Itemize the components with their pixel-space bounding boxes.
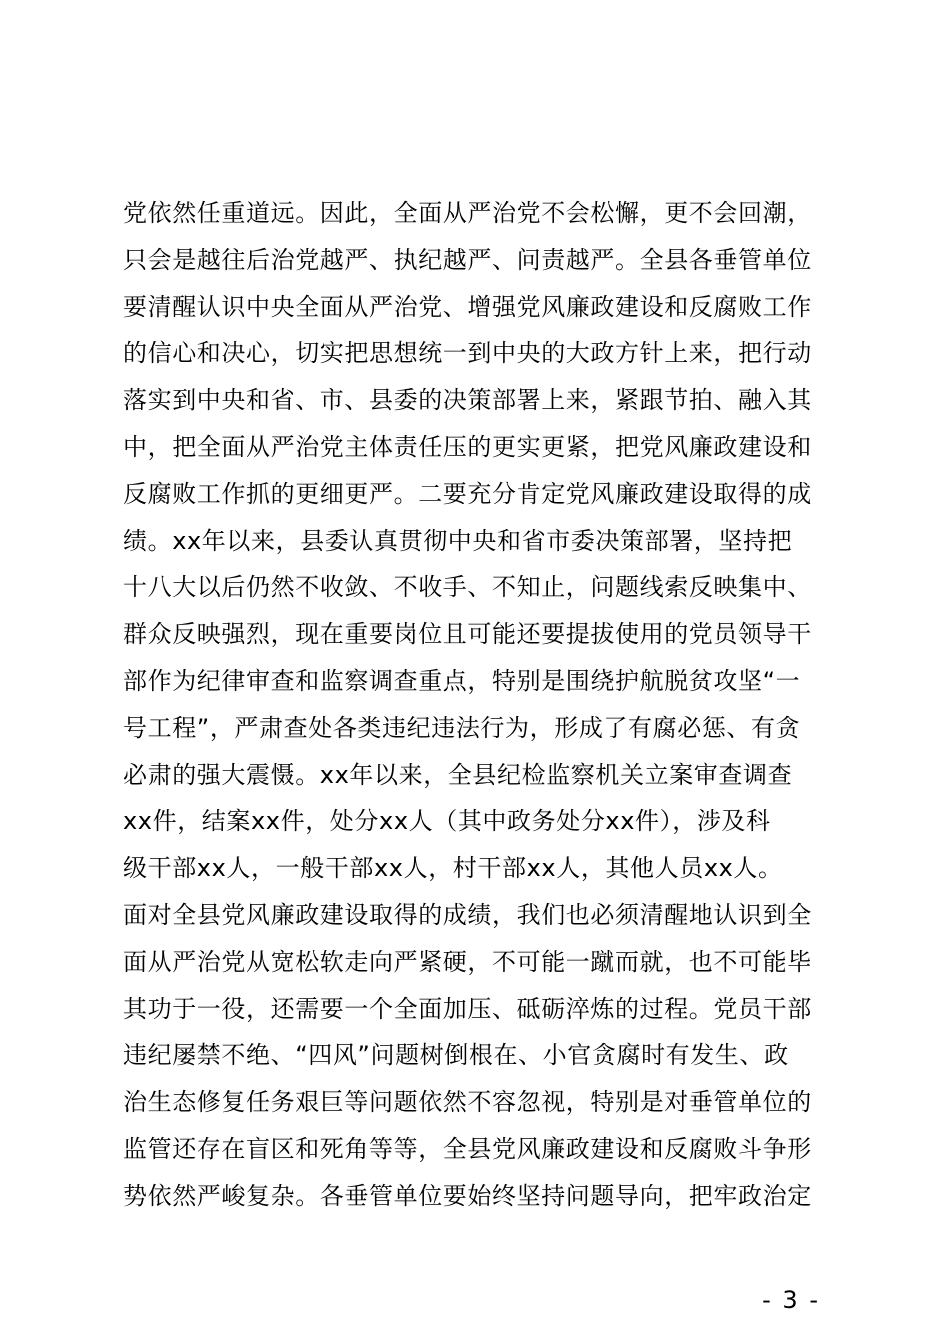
page-number: - 3 - bbox=[762, 1286, 820, 1314]
text-line: 落实到中央和省、市、县委的决策部署上来，紧跟节拍、融入其 bbox=[123, 386, 812, 415]
text-line: 级干部xx人，一般干部xx人，村干部xx人，其他人员xx人。 bbox=[123, 854, 783, 883]
text-line: 群众反映强烈，现在重要岗位且可能还要提拔使用的党员领导干 bbox=[123, 620, 812, 649]
text-line: 要清醒认识中央全面从严治党、增强党风廉政建设和反腐败工作 bbox=[123, 292, 812, 321]
text-line: 反腐败工作抓的更细更严。二要充分肯定党风廉政建设取得的成 bbox=[123, 479, 812, 508]
text-line: 绩。xx年以来，县委认真贯彻中央和省市委决策部署，坚持把 bbox=[123, 526, 793, 555]
text-line: 部作为纪律审查和监察调查重点，特别是围绕护航脱贫攻坚“一 bbox=[123, 666, 801, 695]
text-line: 党依然任重道远。因此，全面从严治党不会松懈，更不会回潮， bbox=[123, 199, 812, 227]
text-line: 监管还存在盲区和死角等等，全县党风廉政建设和反腐败斗争形 bbox=[123, 1134, 812, 1163]
text-line: 中，把全面从严治党主体责任压的更实更紧，把党风廉政建设和 bbox=[123, 432, 812, 461]
text-line: 十八大以后仍然不收敛、不收手、不知止，问题线索反映集中、 bbox=[123, 573, 812, 602]
text-line: 必肃的强大震慑。xx年以来，全县纪检监察机关立案审查调查 bbox=[123, 760, 793, 789]
text-line: xx件，结案xx件，处分xx人（其中政务处分xx件），涉及科 bbox=[123, 807, 771, 836]
text-line: 的信心和决心，切实把思想统一到中央的大政方针上来，把行动 bbox=[123, 339, 812, 368]
text-line: 势依然严峻复杂。各垂管单位要始终坚持问题导向，把牢政治定 bbox=[123, 1181, 812, 1210]
body-paragraph bbox=[123, 190, 833, 1220]
text-line: 其功于一役，还需要一个全面加压、砥砺淬炼的过程。党员干部 bbox=[123, 994, 812, 1023]
text-line: 面从严治党从宽松软走向严紧硬，不可能一蹴而就，也不可能毕 bbox=[123, 947, 812, 976]
text-line: 面对全县党风廉政建设取得的成绩，我们也必须清醒地认识到全 bbox=[123, 900, 812, 929]
text-line: 治生态修复任务艰巨等问题依然不容忽视，特别是对垂管单位的 bbox=[123, 1088, 812, 1117]
text-line: 号工程”，严肃查处各类违纪违法行为，形成了有腐必惩、有贪 bbox=[123, 713, 801, 742]
text-line: 只会是越往后治党越严、执纪越严、问责越严。全县各垂管单位 bbox=[123, 245, 812, 274]
text-line: 违纪屡禁不绝、“四风”问题树倒根在、小官贪腐时有发生、政 bbox=[123, 1041, 789, 1070]
